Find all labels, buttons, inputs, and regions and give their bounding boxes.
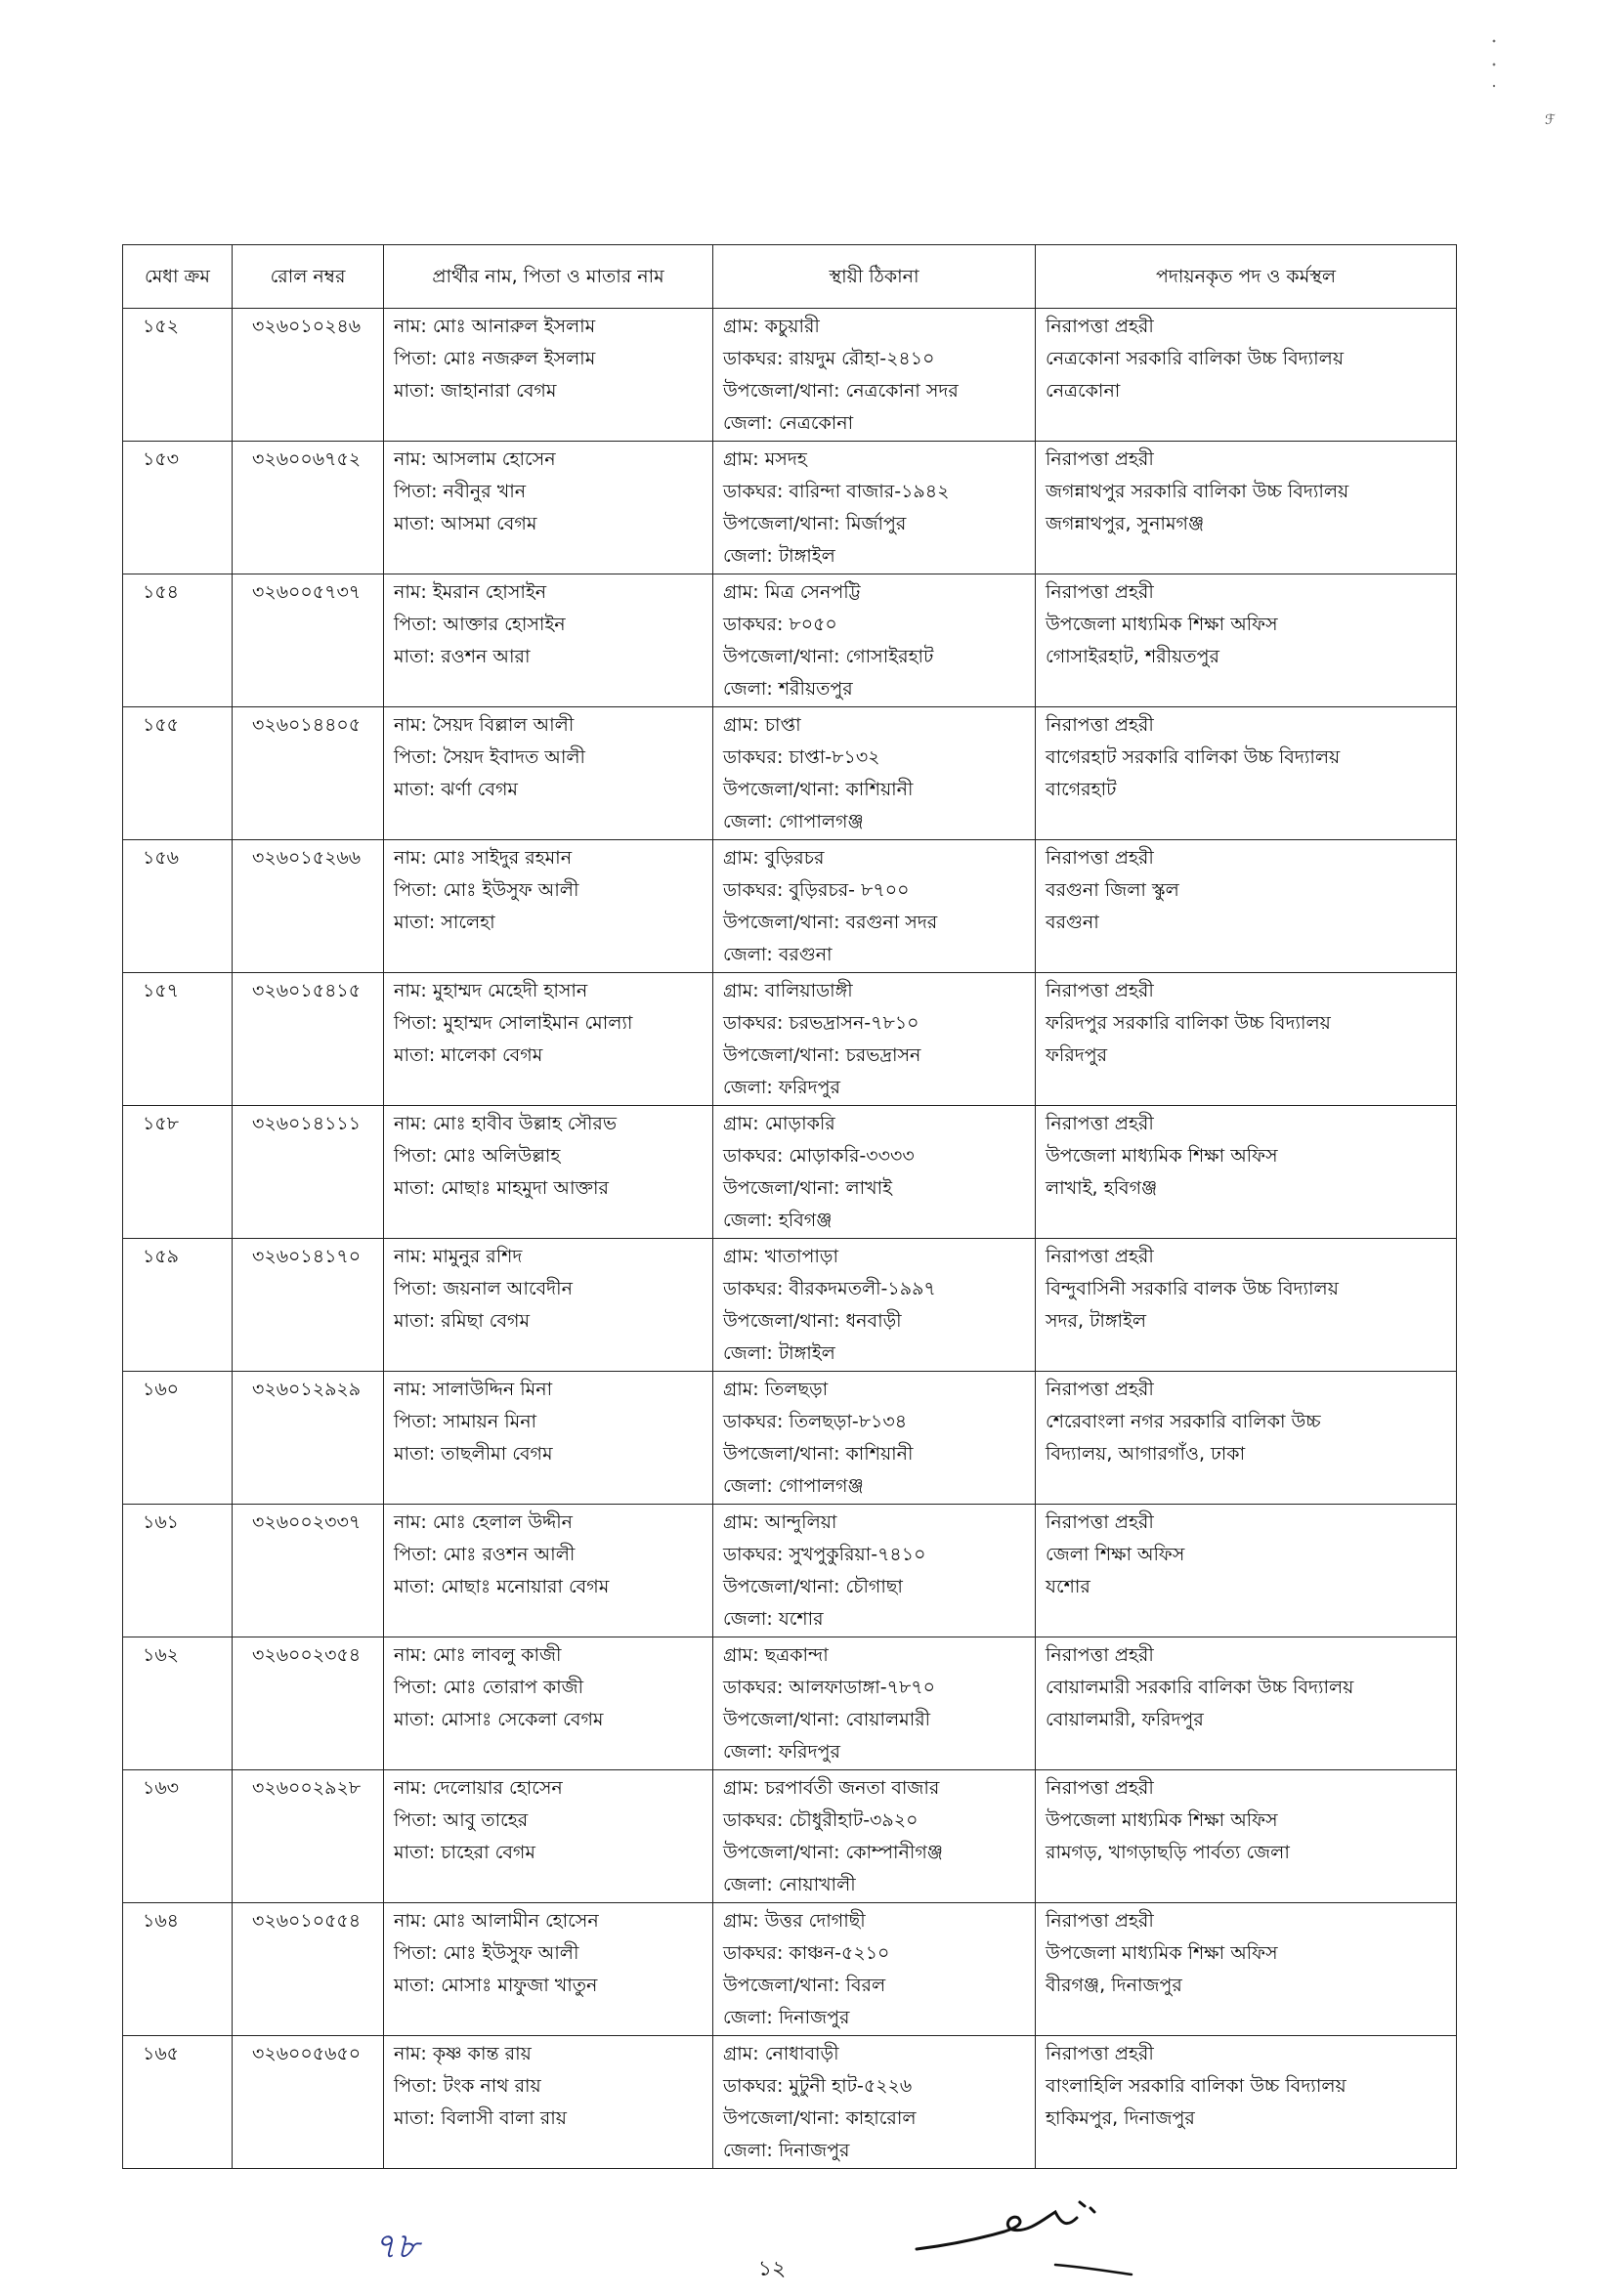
permanent-address-cell [713,1239,1036,1372]
address-line: উপজেলা/থানা: বোয়ালমারী [723,1709,931,1730]
posting-line: নেত্রকোনা সরকারি বালিকা উচ্চ বিদ্যালয় [1046,348,1345,369]
merit-serial-cell: ১৫৫ [123,707,233,840]
header-permanent-address: স্থায়ী ঠিকানা [713,245,1036,309]
table-row [123,1903,1457,2036]
address-line: জেলা: টাঙ্গাইল [723,1342,835,1364]
candidate-info-line: মাতা: তাছলীমা বেগম [394,1443,553,1465]
address-line: উপজেলা/থানা: বিরল [723,1975,886,1996]
merit-serial-cell: ১৬৪ [123,1903,233,2036]
candidate-info-line: পিতা: মোঃ তোরাপ কাজী [394,1677,584,1698]
candidate-info-line: মাতা: মোসাঃ মাফুজা খাতুন [394,1975,598,1996]
candidate-info-line: মাতা: মোছাঃ মনোয়ারা বেগম [394,1576,610,1597]
candidate-info-line: নাম: মোঃ হাবীব উল্লাহ সৌরভ [394,1113,618,1134]
address-line: জেলা: ফরিদপুর [723,1741,840,1763]
posting-line: ফরিদপুর [1046,1044,1108,1066]
posting-line: নিরাপত্তা প্রহরী [1046,1511,1154,1533]
address-line: উপজেলা/থানা: নেত্রকোনা সদর [723,380,959,402]
candidate-name-cell [384,1637,713,1770]
candidate-info-line: মাতা: মালেকা বেগম [394,1044,543,1066]
posting-cell [1036,707,1457,840]
posting-line: উপজেলা মাধ্যমিক শিক্ষা অফিস [1046,1942,1278,1964]
candidate-info-line: নাম: মোঃ হেলাল উদ্দীন [394,1511,573,1533]
permanent-address-cell [713,1903,1036,2036]
address-line: গ্রাম: মিত্র সেনপট্টি [723,581,861,603]
posting-cell [1036,1106,1457,1239]
posting-line: উপজেলা মাধ্যমিক শিক্ষা অফিস [1046,1809,1278,1831]
address-line: ডাকঘর: বুড়িরচর- ৮৭০০ [723,879,910,901]
posting-line: নিরাপত্তা প্রহরী [1046,1644,1154,1666]
address-line: ডাকঘর: সুখপুকুরিয়া-৭৪১০ [723,1544,926,1565]
posting-line: নিরাপত্তা প্রহরী [1046,581,1154,603]
posting-line: বরগুনা জিলা স্কুল [1046,879,1179,901]
address-line: ডাকঘর: চাপ্তা-৮১৩২ [723,746,880,768]
header-candidate-name: প্রার্থীর নাম, পিতা ও মাতার নাম [384,245,713,309]
posting-line: নিরাপত্তা প্রহরী [1046,448,1154,470]
posting-line: নিরাপত্তা প্রহরী [1046,1379,1154,1400]
posting-line: বাংলাহিলি সরকারি বালিকা উচ্চ বিদ্যালয় [1046,2075,1346,2097]
address-line: জেলা: বরগুনা [723,944,833,965]
table-row [123,707,1457,840]
posting-line: নিরাপত্তা প্রহরী [1046,1113,1154,1134]
candidate-info-line: পিতা: মোঃ রওশন আলী [394,1544,576,1565]
table-row [123,1637,1457,1770]
posting-line: যশোর [1046,1576,1090,1597]
posting-line: নিরাপত্তা প্রহরী [1046,714,1154,736]
roll-number-cell: ৩২৬০১৪১৭০ [233,1239,384,1372]
handwritten-initial: ৭৮ [373,2227,419,2267]
posting-line: লাখাই, হবিগঞ্জ [1046,1177,1158,1199]
posting-line: রামগড়, খাগড়াছড়ি পার্বত্য জেলা [1046,1842,1290,1863]
candidate-info-line: নাম: মোঃ আনারুল ইসলাম [394,316,596,337]
candidate-name-cell [384,840,713,973]
roll-number-cell: ৩২৬০০২৩৫৪ [233,1637,384,1770]
posting-line: বীরগঞ্জ, দিনাজপুর [1046,1975,1182,1996]
table-row [123,1770,1457,1903]
table-row [123,1239,1457,1372]
candidate-name-cell [384,1770,713,1903]
candidate-info-line: মাতা: ঝর্ণা বেগম [394,779,518,800]
posting-line: বোয়ালমারী, ফরিদপুর [1046,1709,1204,1730]
posting-line: গোসাইরহাট, শরীয়তপুর [1046,646,1219,667]
roll-number-cell: ৩২৬০০২৯২৮ [233,1770,384,1903]
address-line: জেলা: ফরিদপুর [723,1077,840,1098]
posting-line: ফরিদপুর সরকারি বালিকা উচ্চ বিদ্যালয় [1046,1012,1331,1034]
permanent-address-cell [713,1505,1036,1637]
candidate-name-cell [384,309,713,442]
address-line: উপজেলা/থানা: ধনবাড়ী [723,1310,902,1332]
address-line: উপজেলা/থানা: কাশিয়ানী [723,1443,914,1465]
address-line: উপজেলা/থানা: কাহারোল [723,2107,917,2129]
table-row [123,1372,1457,1505]
posting-line: নিরাপত্তা প্রহরী [1046,2043,1154,2064]
address-line: গ্রাম: নোধাবাড়ী [723,2043,839,2064]
candidate-name-cell [384,1239,713,1372]
candidate-info-line: নাম: আসলাম হোসেন [394,448,556,470]
address-line: গ্রাম: মসদহ [723,448,807,470]
posting-cell [1036,1903,1457,2036]
address-line: গ্রাম: খাতাপাড়া [723,1246,838,1267]
posting-line: বরগুনা [1046,912,1099,933]
roll-number-cell: ৩২৬০০২৩৩৭ [233,1505,384,1637]
table-row [123,2036,1457,2169]
candidate-name-cell [384,442,713,574]
posting-line: নিরাপত্তা প্রহরী [1046,847,1154,869]
posting-line: হাকিমপুর, দিনাজপুর [1046,2107,1195,2129]
address-line: জেলা: নোয়াখালী [723,1874,856,1895]
merit-serial-cell: ১৫২ [123,309,233,442]
address-line: জেলা: নেত্রকোনা [723,412,854,434]
candidate-name-cell [384,574,713,707]
candidate-name-cell [384,2036,713,2169]
posting-line: নিরাপত্তা প্রহরী [1046,1777,1154,1799]
merit-serial-cell: ১৬১ [123,1505,233,1637]
address-line: উপজেলা/থানা: চৌগাছা [723,1576,903,1597]
posting-line: নেত্রকোনা [1046,380,1121,402]
address-line: ডাকঘর: ৮০৫০ [723,614,837,635]
candidate-info-line: পিতা: মোঃ ইউসুফ আলী [394,1942,579,1964]
address-line: উপজেলা/থানা: চরভদ্রাসন [723,1044,921,1066]
table-row [123,442,1457,574]
candidate-info-line: নাম: মোঃ আলামীন হোসেন [394,1910,599,1932]
address-line: ডাকঘর: বারিন্দা বাজার-১৯৪২ [723,481,950,502]
address-line: উপজেলা/থানা: কোম্পানীগঞ্জ [723,1842,944,1863]
merit-serial-cell: ১৫৯ [123,1239,233,1372]
posting-cell [1036,973,1457,1106]
candidate-info-line: নাম: দেলোয়ার হোসেন [394,1777,563,1799]
posting-cell [1036,1770,1457,1903]
address-line: ডাকঘর: রায়দুম রৌহা-২৪১০ [723,348,935,369]
permanent-address-cell [713,1106,1036,1239]
candidate-info-line: নাম: সৈয়দ বিল্লাল আলী [394,714,575,736]
permanent-address-cell [713,2036,1036,2169]
merit-serial-cell: ১৬০ [123,1372,233,1505]
signature-mark [909,2189,1143,2276]
address-line: ডাকঘর: মোড়াকরি-৩৩৩৩ [723,1145,915,1167]
candidate-name-cell [384,1372,713,1505]
address-line: গ্রাম: বুড়িরচর [723,847,825,869]
posting-line: নিরাপত্তা প্রহরী [1046,1246,1154,1267]
table-row [123,1505,1457,1637]
candidate-info-line: পিতা: মোঃ ইউসুফ আলী [394,879,579,901]
posting-cell [1036,442,1457,574]
posting-line: জগন্নাথপুর, সুনামগঞ্জ [1046,513,1205,534]
candidate-info-line: মাতা: মোসাঃ সেকেলা বেগম [394,1709,604,1730]
address-line: ডাকঘর: কাঞ্চন-৫২১০ [723,1942,890,1964]
permanent-address-cell [713,840,1036,973]
merit-serial-cell: ১৫৭ [123,973,233,1106]
merit-serial-cell: ১৬৫ [123,2036,233,2169]
permanent-address-cell [713,973,1036,1106]
candidate-info-line: নাম: সালাউদ্দিন মিনা [394,1379,553,1400]
candidate-info-line: নাম: মামুনুর রশিদ [394,1246,523,1267]
posting-line: বিদ্যালয়, আগারগাঁও, ঢাকা [1046,1443,1246,1465]
scan-artifact-dots [1491,37,1497,96]
candidate-name-cell [384,1505,713,1637]
roll-number-cell: ৩২৬০১৫৪১৫ [233,973,384,1106]
candidate-name-cell [384,707,713,840]
posting-line: উপজেলা মাধ্যমিক শিক্ষা অফিস [1046,1145,1278,1167]
permanent-address-cell [713,1770,1036,1903]
roll-number-cell: ৩২৬০১৪৪০৫ [233,707,384,840]
candidate-info-line: পিতা: সৈয়দ ইবাদত আলী [394,746,585,768]
candidate-name-cell [384,1903,713,2036]
address-line: জেলা: গোপালগঞ্জ [723,1475,864,1497]
candidate-info-line: মাতা: রমিছা বেগম [394,1310,531,1332]
posting-line: শেরেবাংলা নগর সরকারি বালিকা উচ্চ [1046,1411,1321,1432]
permanent-address-cell [713,1372,1036,1505]
address-line: উপজেলা/থানা: লাখাই [723,1177,893,1199]
address-line: গ্রাম: তিলছড়া [723,1379,829,1400]
table-row [123,973,1457,1106]
posting-line: জগন্নাথপুর সরকারি বালিকা উচ্চ বিদ্যালয় [1046,481,1349,502]
table-row [123,840,1457,973]
posting-cell [1036,309,1457,442]
header-roll-number: রোল নম্বর [233,245,384,309]
posting-cell [1036,2036,1457,2169]
address-line: উপজেলা/থানা: মির্জাপুর [723,513,907,534]
roll-number-cell: ৩২৬০১২৯২৯ [233,1372,384,1505]
candidate-info-line: পিতা: জয়নাল আবেদীন [394,1278,573,1299]
address-line: ডাকঘর: বীরকদমতলী-১৯৯৭ [723,1278,936,1299]
header-merit-serial: মেধা ক্রম [123,245,233,309]
candidate-info-line: পিতা: নবীনুর খান [394,481,527,502]
posting-line: নিরাপত্তা প্রহরী [1046,316,1154,337]
candidate-info-line: মাতা: সালেহা [394,912,495,933]
candidate-info-line: নাম: কৃষ্ণ কান্ত রায় [394,2043,532,2064]
roll-number-cell: ৩২৬০১৫২৬৬ [233,840,384,973]
address-line: ডাকঘর: চরভদ্রাসন-৭৮১০ [723,1012,919,1034]
posting-cell [1036,574,1457,707]
permanent-address-cell [713,707,1036,840]
candidate-info-line: মাতা: চাহেরা বেগম [394,1842,535,1863]
candidate-info-line: নাম: মুহাম্মদ মেহেদী হাসান [394,980,588,1001]
candidate-info-line: পিতা: মোঃ অলিউল্লাহ [394,1145,561,1167]
posting-cell [1036,1372,1457,1505]
address-line: গ্রাম: বালিয়াডাঙ্গী [723,980,853,1001]
table-row [123,1106,1457,1239]
candidate-info-line: পিতা: সামায়ন মিনা [394,1411,537,1432]
address-line: জেলা: গোপালগঞ্জ [723,811,864,832]
address-line: জেলা: হবিগঞ্জ [723,1210,833,1231]
posting-line: উপজেলা মাধ্যমিক শিক্ষা অফিস [1046,614,1278,635]
candidate-info-line: পিতা: মুহাম্মদ সোলাইমান মোল্যা [394,1012,633,1034]
candidate-info-line: মাতা: মোছাঃ মাহমুদা আক্তার [394,1177,609,1199]
address-line: গ্রাম: মোড়াকরি [723,1113,835,1134]
address-line: ডাকঘর: মুটুনী হাট-৫২২৬ [723,2075,913,2097]
address-line: গ্রাম: চাপ্তা [723,714,801,736]
candidate-info-line: পিতা: আক্তার হোসাইন [394,614,566,635]
posting-cell [1036,1239,1457,1372]
address-line: ডাকঘর: চৌধুরীহাট-৩৯২০ [723,1809,919,1831]
table-row [123,574,1457,707]
address-line: গ্রাম: ছত্রকান্দা [723,1644,829,1666]
merit-serial-cell: ১৫৪ [123,574,233,707]
address-line: উপজেলা/থানা: গোসাইরহাট [723,646,934,667]
scan-artifact: ℱ [1544,112,1556,128]
table-header-row [123,245,1457,309]
roll-number-cell: ৩২৬০০৫৬৫০ [233,2036,384,2169]
permanent-address-cell [713,1637,1036,1770]
posting-line: বিন্দুবাসিনী সরকারি বালক উচ্চ বিদ্যালয় [1046,1278,1339,1299]
address-line: ডাকঘর: আলফাডাঙ্গা-৭৮৭০ [723,1677,935,1698]
address-line: জেলা: দিনাজপুর [723,2140,850,2161]
candidate-info-line: পিতা: আবু তাহের [394,1809,529,1831]
address-line: জেলা: যশোর [723,1608,824,1630]
merit-serial-cell: ১৫৩ [123,442,233,574]
candidate-info-line: মাতা: জাহানারা বেগম [394,380,557,402]
address-line: গ্রাম: কচুয়ারী [723,316,820,337]
posting-line: সদর, টাঙ্গাইল [1046,1310,1147,1332]
address-line: গ্রাম: উত্তর দোগাছী [723,1910,866,1932]
candidate-info-line: মাতা: রওশন আরা [394,646,531,667]
merit-serial-cell: ১৫৮ [123,1106,233,1239]
table-row [123,309,1457,442]
posting-line: বাগেরহাট সরকারি বালিকা উচ্চ বিদ্যালয় [1046,746,1341,768]
posting-line: বাগেরহাট [1046,779,1117,800]
address-line: জেলা: দিনাজপুর [723,2007,850,2028]
address-line: গ্রাম: আন্দুলিয়া [723,1511,837,1533]
posting-line: নিরাপত্তা প্রহরী [1046,1910,1154,1932]
candidate-info-line: পিতা: মোঃ নজরুল ইসলাম [394,348,596,369]
table-body [123,309,1457,2169]
roll-number-cell: ৩২৬০১৪১১১ [233,1106,384,1239]
address-line: উপজেলা/থানা: কাশিয়ানী [723,779,914,800]
address-line: জেলা: টাঙ্গাইল [723,545,835,567]
merit-serial-cell: ১৬৩ [123,1770,233,1903]
address-line: উপজেলা/থানা: বরগুনা সদর [723,912,938,933]
candidate-name-cell [384,1106,713,1239]
candidate-info-line: মাতা: আসমা বেগম [394,513,537,534]
posting-cell [1036,840,1457,973]
candidate-info-line: নাম: মোঃ সাইদুর রহমান [394,847,573,869]
posting-line: বোয়ালমারী সরকারি বালিকা উচ্চ বিদ্যালয় [1046,1677,1354,1698]
merit-serial-cell: ১৫৬ [123,840,233,973]
address-line: জেলা: শরীয়তপুর [723,678,853,700]
permanent-address-cell [713,442,1036,574]
candidate-info-line: পিতা: টংক নাথ রায় [394,2075,541,2097]
roll-number-cell: ৩২৬০১০৫৫৪ [233,1903,384,2036]
candidate-info-line: নাম: ইমরান হোসাইন [394,581,547,603]
posting-cell [1036,1505,1457,1637]
address-line: ডাকঘর: তিলছড়া-৮১৩৪ [723,1411,908,1432]
header-posting: পদায়নকৃত পদ ও কর্মস্থল [1036,245,1457,309]
candidate-name-cell [384,973,713,1106]
posting-line: নিরাপত্তা প্রহরী [1046,980,1154,1001]
address-line: গ্রাম: চরপার্বতী জনতা বাজার [723,1777,940,1799]
merit-serial-cell: ১৬২ [123,1637,233,1770]
roll-number-cell: ৩২৬০০৫৭৩৭ [233,574,384,707]
page-number: ১২ [757,2257,787,2281]
posting-line: জেলা শিক্ষা অফিস [1046,1544,1185,1565]
permanent-address-cell [713,309,1036,442]
roll-number-cell: ৩২৬০০৬৭৫২ [233,442,384,574]
roll-number-cell: ৩২৬০১০২৪৬ [233,309,384,442]
permanent-address-cell [713,574,1036,707]
candidate-info-line: মাতা: বিলাসী বালা রায় [394,2107,567,2129]
candidate-info-line: নাম: মোঃ লাবলু কাজী [394,1644,562,1666]
merit-list-table [122,244,1457,2169]
posting-cell [1036,1637,1457,1770]
